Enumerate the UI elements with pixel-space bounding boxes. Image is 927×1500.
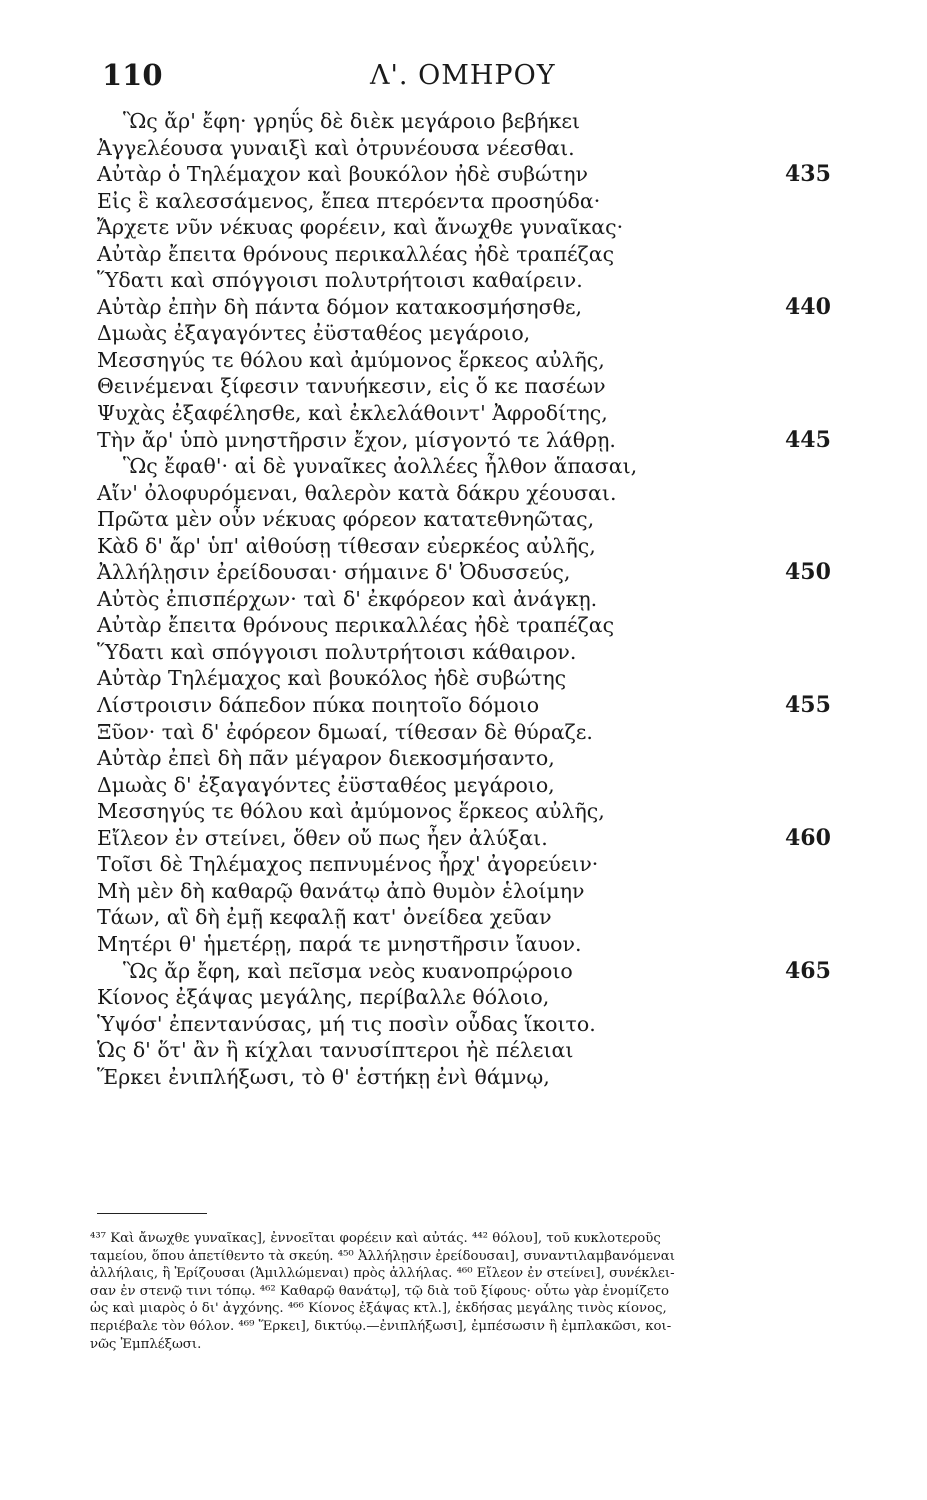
- verse-line: [97, 665, 837, 692]
- verse-line: [97, 161, 837, 188]
- verse-line: [97, 745, 837, 772]
- verse-text: Κίονος ἐξάψας μεγάλης, περίβαλλε θόλοιο,: [97, 985, 550, 1010]
- line-number: 455: [785, 692, 831, 719]
- verse-line: [97, 931, 837, 958]
- footnote-line: ταμείου, ὅπου ἀπετίθεντο τὰ σκεύη. ⁴⁵⁰ Ἀλλήλῃσιν ἐρείδουσαι], συναντιλαμβανόμεναι: [90, 1248, 675, 1264]
- footnote-line: ⁴³⁷ Καὶ ἄνωχθε γυναῖκας], ἐννοεῖται φορέειν καὶ αὐτάς. ⁴⁴² θόλου], τοῦ κυκλοτεροῦς: [90, 1231, 661, 1246]
- verse-line: [97, 904, 837, 931]
- verse-line: [97, 480, 837, 507]
- verse-line: [97, 135, 837, 162]
- verse-line: [97, 825, 837, 852]
- verse-line: [97, 1064, 837, 1091]
- line-number: 445: [785, 426, 831, 453]
- verse-text: Μεσσηγύς τε θόλου καὶ ἀμύμονος ἕρκεος αὐλῆς,: [97, 799, 605, 824]
- verse-text: Ὑψόσ' ἐπεντανύσας, μή τις ποσὶν οὖδας ἵκοιτο.: [97, 1011, 596, 1036]
- page-number: 110: [102, 58, 163, 92]
- verse-text: Αὐτὰρ ἐπεὶ δὴ πᾶν μέγαρον διεκοσμήσαντο,: [97, 746, 555, 771]
- verse-text: Δμωὰς δ' ἐξαγαγόντες ἐϋσταθέος μεγάροιο,: [97, 772, 555, 797]
- verse-text: Ἕρκει ἐνιπλήξωσι, τὸ θ' ἑστήκῃ ἐνὶ θάμνῳ,: [97, 1064, 550, 1089]
- running-head: Λ'. ΟΜΗΡΟΥ: [370, 60, 556, 91]
- verse-line: [97, 1011, 837, 1038]
- verse-text: Τάων, αἳ δὴ ἐμῇ κεφαλῇ κατ' ὀνείδεα χεῦαν: [97, 905, 552, 930]
- verse-text: Αὐτὰρ ὁ Τηλέμαχον καὶ βουκόλον ἠδὲ συβώτην: [97, 162, 588, 187]
- verse-text: Ἀγγελέουσα γυναιξὶ καὶ ὀτρυνέουσα νέεσθαι.: [97, 135, 575, 160]
- verse-line: [97, 559, 837, 586]
- verse-text: Αὐτὰρ ἔπειτα θρόνους περικαλλέας ἠδὲ τραπέζας: [97, 241, 615, 266]
- verse-line: [97, 586, 837, 613]
- verse-text: Μὴ μὲν δὴ καθαρῷ θανάτῳ ἀπὸ θυμὸν ἑλοίμην: [97, 878, 585, 903]
- verse-text: Μεσσηγύς τε θόλου καὶ ἀμύμονος ἕρκεος αὐλῆς,: [97, 347, 605, 372]
- verse-text: Τοῖσι δὲ Τηλέμαχος πεπνυμένος ἦρχ' ἀγορεύειν·: [97, 852, 599, 877]
- verse-text: Ὣς ἄρ ἔφη, καὶ πεῖσμα νεὸς κυανοπρῴροιο: [123, 958, 573, 983]
- line-number: 440: [785, 293, 831, 320]
- verse-text: Εἴλεον ἐν στείνει, ὅθεν οὔ πως ἦεν ἀλύξαι.: [97, 825, 548, 850]
- verse-text: Τὴν ἄρ' ὑπὸ μνηστῆρσιν ἔχον, μίσγοντό τε λάθρῃ.: [97, 427, 616, 452]
- verse-text: Κὰδ δ' ἄρ' ὑπ' αἰθούσῃ τίθεσαν εὐερκέος αὐλῆς,: [97, 533, 596, 558]
- verse-line: [97, 453, 837, 480]
- line-number: 450: [785, 559, 831, 586]
- verse-block: [97, 108, 837, 1090]
- verse-line: [97, 506, 837, 533]
- footnote-line: σαν ἐν στενῷ τινι τόπῳ. ⁴⁶² Καθαρῷ θανάτῳ], τῷ διὰ τοῦ ξίφους· οὗτω γὰρ ἐνομίζετο: [90, 1283, 670, 1299]
- verse-text: Εἰς ἓ καλεσσάμενος, ἔπεα πτερόεντα προσηύδα·: [97, 188, 601, 213]
- verse-text: Ἀλλήλῃσιν ἐρείδουσαι· σήμαινε δ' Ὀδυσσεύς,: [97, 560, 571, 585]
- verse-line: [97, 188, 837, 215]
- verse-text: Ὡς δ' ὅτ' ἂν ἢ κίχλαι τανυσίπτεροι ἠὲ πέλειαι: [97, 1038, 574, 1063]
- verse-text: Δμωὰς ἐξαγαγόντες ἐϋσταθέος μεγάροιο,: [97, 321, 531, 346]
- verse-line: [97, 373, 837, 400]
- verse-text: Αἴν' ὀλοφυρόμεναι, θαλερὸν κατὰ δάκρυ χέουσαι.: [97, 480, 617, 505]
- footnote-line: ἀλλήλαις, ἢ Ἐρίζουσαι (Ἁμιλλώμεναι) πρὸς ἀλλήλας. ⁴⁶⁰ Εἴλεον ἐν στείνει], συνέκλει-: [90, 1266, 675, 1282]
- footnote-line: νῶς Ἐμπλέξωσι.: [90, 1336, 202, 1352]
- verse-line: [97, 612, 837, 639]
- verse-line: [97, 984, 837, 1011]
- verse-line: [97, 267, 837, 294]
- footnotes: [90, 1230, 830, 1353]
- verse-line: [97, 400, 837, 427]
- footnote-divider: [97, 1213, 207, 1214]
- verse-text: Ξῦον· ταὶ δ' ἐφόρεον δμωαί, τίθεσαν δὲ θύραζε.: [97, 719, 593, 744]
- verse-line: [97, 214, 837, 241]
- verse-text: Αὐτὰρ ἐπὴν δὴ πάντα δόμον κατακοσμήσησθε,: [97, 294, 583, 319]
- verse-line: [97, 719, 837, 746]
- verse-line: [97, 798, 837, 825]
- verse-line: [97, 241, 837, 268]
- verse-text: Ὣς ἔφαθ'· αἱ δὲ γυναῖκες ἀολλέες ἦλθον ἅπασαι,: [123, 454, 638, 479]
- footnote-line: ὡς καὶ μιαρὸς ὁ δι' ἀγχόνης. ⁴⁶⁶ Κίονος ἐξάψας κτλ.], ἐκδήσας μεγάλης τινὸς κίονος,: [90, 1301, 667, 1317]
- verse-text: Θεινέμεναι ξίφεσιν τανυήκεσιν, εἰς ὅ κε πασέων: [97, 374, 606, 399]
- verse-text: Ὕδατι καὶ σπόγγοισι πολυτρήτοισι καθαίρειν.: [97, 268, 583, 293]
- verse-text: Αὐτὸς ἐπισπέρχων· ταὶ δ' ἐκφόρεον καὶ ἀνάγκῃ.: [97, 586, 598, 611]
- footnote-line: περιέβαλε τὸν θόλον. ⁴⁶⁹ Ἕρκει], δικτύῳ.—ἐνιπλήξωσι], ἐμπέσωσιν ἢ ἐμπλακῶσι, κοι-: [90, 1318, 672, 1334]
- verse-line: [97, 692, 837, 719]
- verse-text: Μητέρι θ' ἡμετέρῃ, παρά τε μνηστῆρσιν ἴαυον.: [97, 931, 582, 956]
- verse-line: [97, 639, 837, 666]
- verse-line: [97, 772, 837, 799]
- verse-text: Αὐτὰρ Τηλέμαχος καὶ βουκόλος ἠδὲ συβώτης: [97, 666, 567, 691]
- line-number: 460: [785, 824, 831, 851]
- verse-line: [97, 427, 837, 454]
- verse-line: [97, 108, 837, 135]
- verse-line: [97, 533, 837, 560]
- verse-text: Λίστροισιν δάπεδον πύκα ποιητοῖο δόμοιο: [97, 693, 540, 718]
- verse-line: [97, 958, 837, 985]
- verse-line: [97, 1037, 837, 1064]
- verse-text: Πρῶτα μὲν οὖν νέκυας φόρεον κατατεθνηῶτας,: [97, 507, 595, 532]
- verse-text: Ὣς ἄρ' ἔφη· γρηΰς δὲ διὲκ μεγάροιο βεβήκει: [123, 109, 581, 133]
- verse-line: [97, 347, 837, 374]
- verse-text: Αὐτὰρ ἔπειτα θρόνους περικαλλέας ἠδὲ τραπέζας: [97, 613, 615, 638]
- line-number: 435: [785, 161, 831, 188]
- verse-line: [97, 851, 837, 878]
- verse-line: [97, 878, 837, 905]
- verse-text: Ὕδατι καὶ σπόγγοισι πολυτρήτοισι κάθαιρον.: [97, 639, 577, 664]
- verse-text: Ἄρχετε νῦν νέκυας φορέειν, καὶ ἄνωχθε γυναῖκας·: [97, 215, 624, 240]
- verse-line: [97, 294, 837, 321]
- verse-text: Ψυχὰς ἐξαφέλησθε, καὶ ἐκλελάθοιντ' Ἀφροδίτης,: [97, 401, 608, 426]
- line-number: 465: [785, 957, 831, 984]
- verse-line: [97, 320, 837, 347]
